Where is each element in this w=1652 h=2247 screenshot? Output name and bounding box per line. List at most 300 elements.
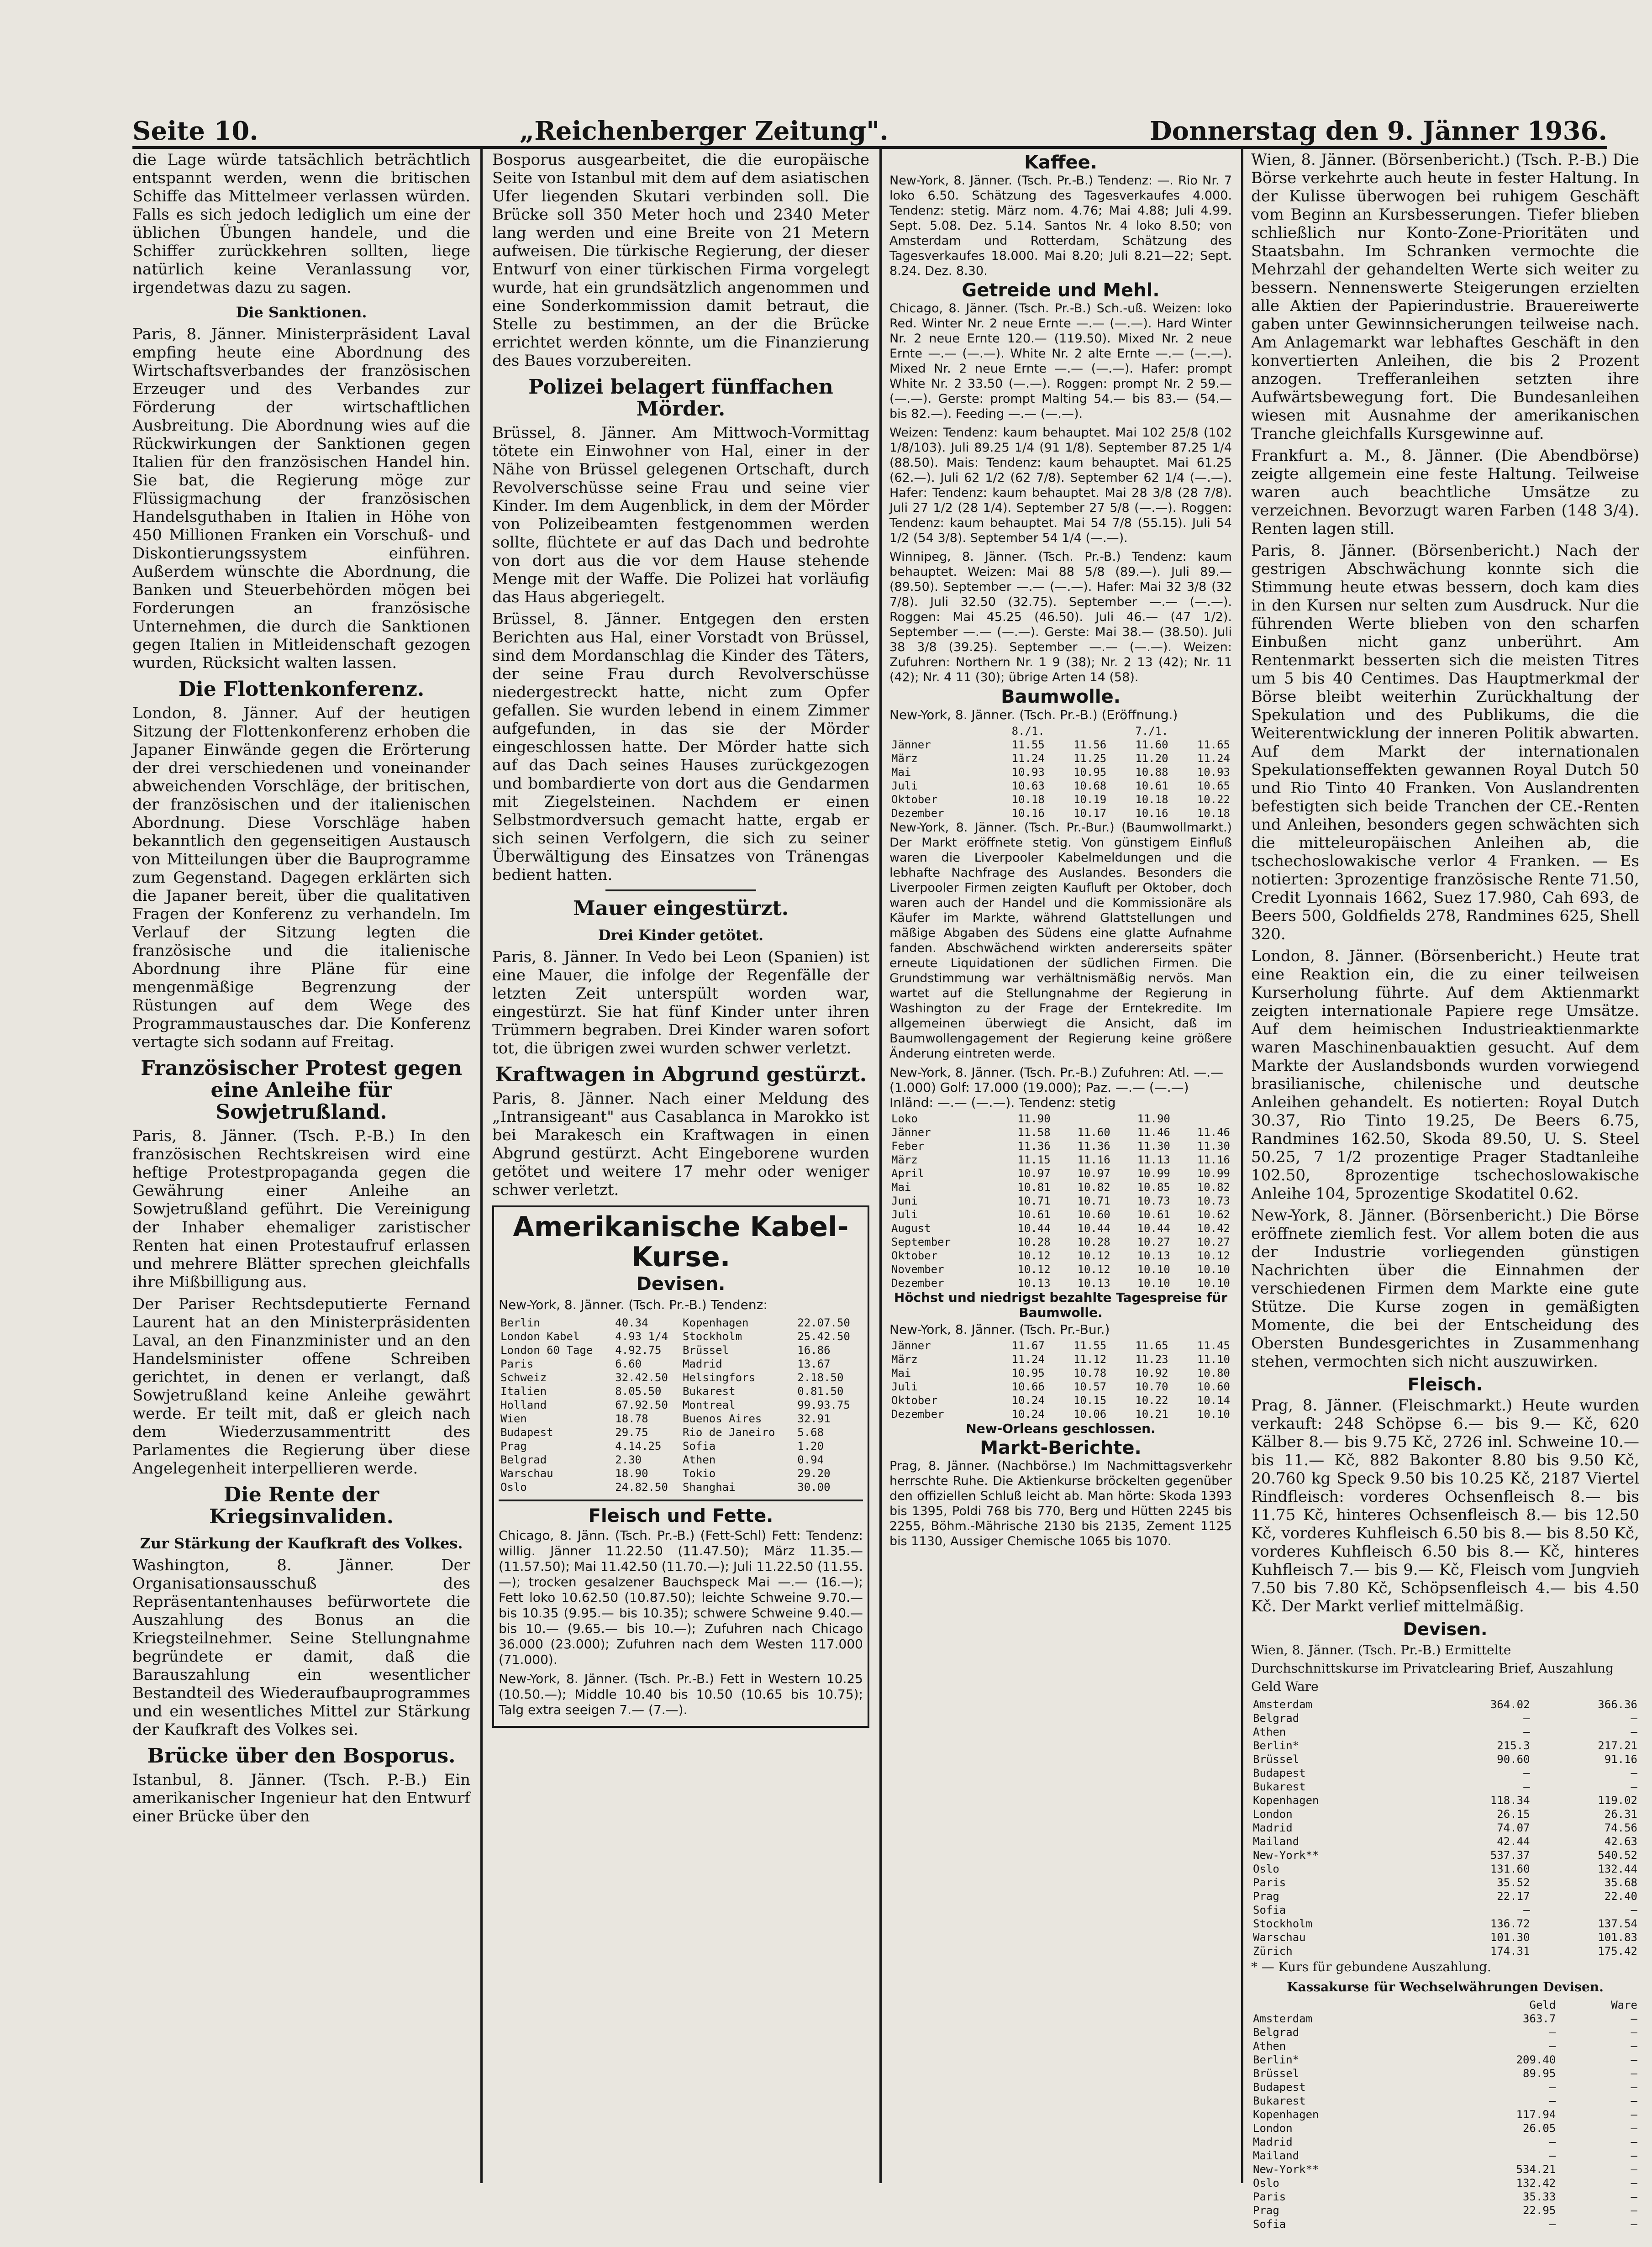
table-cell: — — [1523, 1780, 1530, 1793]
table-cell: Italien — [500, 1385, 547, 1398]
table-cell: 215.3 — [1497, 1739, 1530, 1752]
table-cell: — — [1631, 2040, 1637, 2052]
table-cell: 0.81.50 — [797, 1385, 844, 1398]
table-cell: 11.23 — [1135, 1353, 1168, 1366]
table-cell: 10.85 — [1137, 1181, 1170, 1194]
table-row — [499, 1316, 863, 1330]
table-row — [889, 1126, 1232, 1139]
article-heading: Die Sanktionen. — [236, 304, 367, 321]
table-cell: — — [1631, 2067, 1637, 2080]
page-header — [132, 91, 1607, 149]
table-row — [889, 793, 1232, 806]
article-heading: Brücke über den Bosporus. — [147, 1744, 456, 1768]
market-text: Chicago, 8. Jänner. (Tsch. Pr.-B.) Sch.-uß. Weizen: loko Red. Winter Nr. 2 neue Ernte —.— (—.—). Hard Winter Nr. 2 neue Ernte 120.— (119.50). Mixed Nr. 2 neue Ernte —.— (—.—). White Nr. 2 alte Ernte —.— (—.—). Mixed Nr. 2 neue Ernte —.— (—.—). Hafer: prompt White Nr. 2 33.50 (—.—). Roggen: prompt Nr. 2 59.— (—.—). Gerste: prompt Malting 54.— bis 83.— (54.— bis 82.—). Feeding —.— (—.—). — [889, 301, 1232, 421]
table-cell: Belgrad — [500, 1453, 547, 1466]
article-heading: Mauer eingestürzt. — [573, 897, 789, 920]
table-row — [499, 1453, 863, 1467]
table-cell: Belgrad — [1253, 2026, 1300, 2039]
table-cell: — — [1631, 2177, 1637, 2189]
table-cell: 67.92.50 — [615, 1399, 668, 1411]
table-cell: Jänner — [891, 1126, 931, 1139]
table-cell: 10.27 — [1197, 1236, 1230, 1248]
table-cell: 10.60 — [1197, 1380, 1230, 1393]
table-cell: 11.25 — [1073, 752, 1107, 765]
cotton-intro: New-York, 8. Jänner. (Tsch. Pr.-B.) Zufuhren: Atl. —.— (1.000) Golf: 17.000 (19.000); Paz. —.— (—.—) Inländ: —.— (—.—). Tendenz: stetig — [889, 1065, 1224, 1110]
table-cell: 26.15 — [1497, 1808, 1530, 1821]
table-cell: 11.55 — [1073, 1339, 1107, 1352]
table-cell: 25.42.50 — [797, 1330, 850, 1343]
market-text: New-York, 8. Jänner. (Börsenbericht.) Die Börse eröffnete ziemlich fest. Vor allem boten die aus der Industrie vorliegenden günstigen Nachrichten über die Einnahmen der verschiedenen Firmen dem Markte eine gute Stütze. Die Kurse zogen in gemäßigten Momente, die bei der Entscheidung des Obersten Bundesgerichtes in Zusammenhang stehen, vermochten sich nicht auszuwirken. — [1251, 1206, 1639, 1371]
table-cell: Kopenhagen — [1253, 2108, 1319, 2121]
table-row — [1251, 2067, 1639, 2080]
table-cell: Dezember — [891, 1277, 944, 1289]
table-header-cell — [1251, 1998, 1440, 2012]
devisen-table — [499, 1316, 863, 1494]
table-row — [889, 1180, 1232, 1194]
table-row — [889, 1249, 1232, 1263]
table-cell: 5.68 — [797, 1426, 824, 1439]
table-row — [1251, 2149, 1639, 2163]
article-subheading: Zur Stärkung der Kaufkraft des Volkes. — [140, 1535, 463, 1552]
table-cell: 10.44 — [1077, 1222, 1110, 1235]
table-row — [889, 1167, 1232, 1180]
table-cell: Oslo — [1253, 2177, 1279, 2189]
table-cell: 10.21 — [1135, 1408, 1168, 1421]
table-cell: Brüssel — [1253, 1753, 1300, 1766]
table-row — [889, 1352, 1232, 1366]
table-cell: Oktober — [891, 1249, 938, 1262]
table-cell: Dezember — [891, 1408, 944, 1421]
table-cell: 10.99 — [1137, 1167, 1170, 1180]
article-text: New-York, 8. Jänner. (Tsch. Pr.-B.) Fett in Western 10.25 (10.50.—); Middle 10.40 bis 10.50 (10.65 bis 10.75); Talg extra seeigen 7.— (7.—). — [499, 1671, 863, 1717]
table-cell: — — [1549, 2218, 1556, 2231]
table-cell: 101.83 — [1598, 1931, 1637, 1944]
section-heading: Devisen. — [1403, 1619, 1488, 1639]
table-cell: 11.67 — [1011, 1339, 1045, 1352]
column-3 — [889, 151, 1232, 2183]
table-cell: Warschau — [1253, 1931, 1306, 1944]
table-cell: Buenos Aires — [682, 1412, 762, 1425]
table-row — [1251, 1944, 1639, 1958]
table-cell: 364.02 — [1490, 1698, 1530, 1711]
market-text: Frankfurt a. M., 8. Jänner. (Die Abendbörse) zeigte allgemein eine feste Haltung. Teilweise waren auch beachtliche Umsätze zu verzeichnen. Bevorzugt waren Farben (148 3/4). Renten lagen still. — [1251, 447, 1639, 538]
table-header-cell — [1170, 724, 1232, 738]
table-cell: 11.46 — [1137, 1126, 1170, 1139]
article-text: Bosporus ausgearbeitet, die die europäische Seite von Istanbul mit dem auf dem asiatischen Ufer liegenden Skutari verbinden soll. Die Brücke soll 350 Meter hoch und 2340 Meter lang werden und eine Breite von 21 Metern aufweisen. Die türkische Regierung, der dieser Entwurf von einer türkischen Firma vorgelegt wurde, hat ein grundsätzlich angenommen und eine Sonderkommission damit betraut, die Stelle zu bestimmen, an der die Brücke errichtet werden könnte, um die Finanzierung des Baues vorzubereiten. — [492, 151, 869, 370]
cotton-intro: New-York, 8. Jänner. (Tsch. Pr.-B.) (Eröffnung.) — [889, 707, 1178, 722]
table-cell: Kopenhagen — [1253, 1794, 1319, 1807]
table-cell: — — [1631, 2108, 1637, 2121]
table-cell: Bukarest — [1253, 1780, 1306, 1793]
table-cell: 10.24 — [1011, 1394, 1045, 1407]
table-cell: 11.20 — [1135, 752, 1168, 765]
table-row — [499, 1343, 863, 1357]
table-cell: 8.05.50 — [615, 1385, 662, 1398]
table-row — [1251, 2176, 1639, 2190]
table-row — [889, 1194, 1232, 1208]
table-cell: 10.10 — [1197, 1263, 1230, 1276]
table-cell: — — [1631, 1712, 1637, 1725]
table-row — [1251, 1889, 1639, 1903]
table-cell: Dezember — [891, 807, 944, 820]
cotton-highlow-title: Höchst und niedrigst bezahlte Tagespreise für Baumwolle. — [894, 1290, 1228, 1320]
table-cell: 10.44 — [1137, 1222, 1170, 1235]
table-row — [499, 1371, 863, 1384]
table-row — [1251, 2190, 1639, 2204]
table-row — [889, 765, 1232, 779]
table-row — [889, 1139, 1232, 1153]
table-cell: Madrid — [1253, 1821, 1293, 1834]
column-rule — [879, 146, 882, 2183]
column-4 — [1251, 151, 1639, 2231]
table-row — [1251, 1752, 1639, 1766]
table-cell: 131.60 — [1490, 1863, 1530, 1875]
table-cell: 22.17 — [1497, 1890, 1530, 1903]
masthead: „Reichenberger Zeitung". — [520, 116, 889, 146]
table-cell: 10.63 — [1011, 779, 1045, 792]
table-cell: 10.92 — [1135, 1367, 1168, 1379]
table-cell: 10.13 — [1017, 1277, 1051, 1289]
table-cell: 10.14 — [1197, 1394, 1230, 1407]
table-cell: — — [1631, 2149, 1637, 2162]
table-row — [889, 1263, 1232, 1276]
table-cell: Stockholm — [1253, 1917, 1313, 1930]
table-cell: 22.95 — [1523, 2204, 1556, 2217]
table-cell: 90.60 — [1497, 1753, 1530, 1766]
table-cell: 11.56 — [1073, 738, 1107, 751]
table-cell: 22.07.50 — [797, 1316, 850, 1329]
table-cell: 29.20 — [797, 1467, 831, 1480]
table-cell: Paris — [1253, 1876, 1286, 1889]
table-cell: 10.13 — [1077, 1277, 1110, 1289]
table-cell: — — [1631, 2081, 1637, 2094]
table-cell: 10.24 — [1011, 1408, 1045, 1421]
table-cell: Rio de Janeiro — [682, 1426, 775, 1439]
article-heading: Französischer Protest gegen eine Anleihe für Sowjetrußland. — [141, 1057, 462, 1124]
table-cell: 10.71 — [1077, 1195, 1110, 1207]
table-cell: 74.07 — [1497, 1821, 1530, 1834]
table-cell: Budapest — [1253, 1767, 1306, 1779]
table-cell: 10.78 — [1073, 1367, 1107, 1379]
table-cell: 10.18 — [1011, 793, 1045, 806]
table-cell: 11.60 — [1135, 738, 1168, 751]
separator — [605, 889, 756, 891]
table-cell: 26.05 — [1523, 2122, 1556, 2135]
table-cell: Shanghai — [682, 1481, 736, 1494]
table-cell: 10.95 — [1011, 1367, 1045, 1379]
article-text: Chicago, 8. Jänn. (Tsch. Pr.-B.) (Fett-Schl) Fett: Tendenz: willig. Jänner 11.22.50 (11.47.50); März 11.35.— (11.57.50); Mai 11.42.50 (11.70.—); Juli 11.22.50 (11.55.—); trocken gesalzener Bauchspeck Mai —.— (16.—); Fett loko 10.62.50 (10.87.50); leichte Schweine 9.70.— bis 10.35 (9.95.— bis 10.35); schwere Schweine 9.40.— bis 10.— (9.65.— bis 10.—); Zufuhren nach Chicago 36.000 (23.000); Zufuhren nach dem Westen 117.000 (71.000). — [499, 1528, 863, 1667]
table-cell: Mai — [891, 766, 911, 779]
section-heading: Kaffee. — [1024, 152, 1097, 173]
table-row — [1251, 1917, 1639, 1931]
section-heading: Markt-Berichte. — [980, 1437, 1142, 1458]
table-cell: 10.61 — [1135, 779, 1168, 792]
section-heading: Baumwolle. — [1001, 686, 1121, 707]
table-cell: 16.86 — [797, 1344, 831, 1357]
table-cell: 1.20 — [797, 1440, 824, 1452]
table-cell: Bukarest — [682, 1385, 736, 1398]
table-cell: 10.16 — [1135, 807, 1168, 820]
table-cell: August — [891, 1222, 931, 1235]
table-cell: 10.44 — [1017, 1222, 1051, 1235]
table-cell: — — [1549, 2026, 1556, 2039]
table-cell: — — [1631, 2190, 1637, 2203]
table-header-cell — [889, 724, 984, 738]
table-cell: 10.12 — [1077, 1263, 1110, 1276]
table-cell: 35.52 — [1497, 1876, 1530, 1889]
table-row — [499, 1467, 863, 1480]
table-cell: 217.21 — [1598, 1739, 1637, 1752]
table-cell: London — [1253, 2122, 1293, 2135]
table-row — [499, 1426, 863, 1439]
table-cell: 10.16 — [1011, 807, 1045, 820]
cotton-opening-table — [889, 724, 1232, 820]
table-cell: 11.45 — [1197, 1339, 1230, 1352]
table-cell: Sofia — [1253, 1904, 1286, 1916]
table-row — [889, 1380, 1232, 1394]
table-cell: Oktober — [891, 1394, 938, 1407]
table-cell: Athen — [1253, 1726, 1286, 1738]
table-cell: 11.36 — [1017, 1140, 1051, 1152]
table-cell: 11.13 — [1137, 1153, 1170, 1166]
table-cell: 11.15 — [1017, 1153, 1051, 1166]
section-heading: Fleisch. — [1407, 1374, 1483, 1395]
table-cell: 10.12 — [1017, 1263, 1051, 1276]
table-cell: 11.36 — [1077, 1140, 1110, 1152]
table-cell: 10.42 — [1197, 1222, 1230, 1235]
table-cell: 534.21 — [1516, 2163, 1556, 2176]
table-cell: Amsterdam — [1253, 1698, 1313, 1711]
table-cell: 99.93.75 — [797, 1399, 850, 1411]
table-cell: 6.60 — [615, 1358, 642, 1370]
table-cell: 540.52 — [1598, 1849, 1637, 1862]
table-cell: 10.12 — [1077, 1249, 1110, 1262]
article-text: London, 8. Jänner. Auf der heutigen Sitzung der Flottenkonferenz erhoben die Japaner Einwände gegen die Erörterung der drei verschiedenen und voneinander abweichenden Vorschläge, der britischen, der französischen und der italienischen Abordnung. Diese Vorschläge haben bekanntlich den gegenseitigen Austausch von Mitteilungen über die Bauprogramme zum Gegenstand. Dagegen erklärten sich die Japaner bereit, über die qualitativen Fragen der Konferenz zu verhandeln. Im Verlauf der Sitzung legten die französische und die italienische Abordnung ihre Pläne für eine mengenmäßige Begrenzung der Rüstungen auf dem Wege des Programmaustausches dar. Die Konferenz vertagte sich sodann auf Freitag. — [132, 704, 470, 1051]
table-cell: 10.88 — [1135, 766, 1168, 779]
market-text: Wien, 8. Jänner. (Börsenbericht.) (Tsch. P.-B.) Die Börse verkehrte auch heute in fester Haltung. In der Kulisse überwogen bei ruhigem Geschäft vom Beginn an Kursbesserungen. Tiefer blieben schließlich nur Konto-Zone-Prioritäten und Staatsbahn. Im Schranken vermochte die Mehrzahl der gehandelten Werte sich weiter zu bessern. Nennenswerte Steigerungen erzielten alle Aktien der Papierindustrie. Brauereiwerte gaben unter Gewinnsicherungen teilweise nach. Am Anlagemarkt war lebhaftes Geschäft in den konvertierten Anleihen, die bis 2 Prozent anzogen. Trefferanleihen setzten ihre Aufwärtsbewegung fort. Die Bundesanleihen wiesen mit Ausnahme der amerikanischen Tranche gleichfalls Kursgewinne auf. — [1251, 151, 1639, 443]
article-text: Paris, 8. Jänner. (Tsch. P.-B.) In den französischen Rechtskreisen wird eine heftige Protestpropaganda gegen die Gewährung einer Anleihe an Sowjetrußland geführt. Die Vereinigung der Inhaber ehemaliger zaristischer Renten hat einen Protestaufruf erlassen und mehrere Blätter sprechen gleichfalls ihre Mißbilligung aus. — [132, 1127, 470, 1291]
table-cell: — — [1631, 2122, 1637, 2135]
table-row — [1251, 1821, 1639, 1835]
table-cell: November — [891, 1263, 944, 1276]
table-cell: Amsterdam — [1253, 2012, 1313, 2025]
table-cell: 74.56 — [1604, 1821, 1637, 1834]
table-cell: 366.36 — [1598, 1698, 1637, 1711]
table-cell: 26.31 — [1604, 1808, 1637, 1821]
table-row — [1251, 1807, 1639, 1821]
table-cell: 10.95 — [1073, 766, 1107, 779]
table-cell: Prag — [1253, 1890, 1279, 1903]
table-cell: Kopenhagen — [682, 1316, 749, 1329]
kassa-heading: Kassakurse für Wechselwährungen Devisen. — [1287, 1979, 1604, 1994]
column-rule — [480, 146, 483, 2183]
table-cell: 10.27 — [1137, 1236, 1170, 1248]
table-cell: Madrid — [682, 1358, 722, 1370]
table-cell: Loko — [891, 1112, 918, 1125]
table-row — [499, 1398, 863, 1412]
article-subheading: Drei Kinder getötet. — [598, 926, 764, 944]
market-text: New-York, 8. Jänner. (Tsch. Pr.-Bur.) (Baumwollmarkt.) Der Markt eröffnete stetig. Von günstigem Einfluß waren die Liverpooler Kabelmeldungen und die lebhafte Nachfrage des Auslandes. Besonders die Liverpooler Firmen zeigten Kaufluft per Oktober, doch waren auch der Handel und die Kommissionäre als Käufer im Markte, während Glattstellungen und mäßige Abgaben des Südens eine glatte Aufnahme fanden. Abschwächend wirkten andererseits später erneute Liquidationen der südlichen Firmen. Die Grundstimmung war verhältnismäßig nervös. Man wartet auf die Stellungnahme der Regierung in Washington zu der Frage der Erntekredite. Im allgemeinen überwiegt die Ansicht, daß im Baumwollengagement der Regierung keine größere Änderung eintreten werde. — [889, 821, 1232, 1061]
table-cell: März — [891, 1153, 918, 1166]
table-row — [1251, 2204, 1639, 2217]
table-cell: Belgrad — [1253, 1712, 1300, 1725]
table-header-cell — [1047, 724, 1108, 738]
table-cell: 10.99 — [1197, 1167, 1230, 1180]
table-row — [1251, 2135, 1639, 2149]
table-cell: Brüssel — [1253, 2067, 1300, 2080]
table-cell: Athen — [1253, 2040, 1286, 2052]
table-row — [1251, 1848, 1639, 1862]
table-cell: 137.54 — [1598, 1917, 1637, 1930]
market-text: Winnipeg, 8. Jänner. (Tsch. Pr.-B.) Tendenz: kaum behauptet. Weizen: Mai 88 5/8 (89.—). Juli 89.— (89.50). September —.— (—.—). Hafer: Mai 32 3/8 (32 7/8). Juli 32.50 (32.75). September —.— (—.—). Roggen: Mai 45.25 (46.50). Juli 46.— (47 1/2). September —.— (—.—). Gerste: Mai 38.— (38.50). Juli 38 3/8 (39.25). September —.— (—.—). Weizen: Zufuhren: Northern Nr. 1 9 (38); Nr. 2 13 (42); Nr. 11 (42); Nr. 4 11 (30); übrige Arten 14 (58). — [889, 550, 1232, 684]
table-cell: 11.58 — [1017, 1126, 1051, 1139]
table-cell: Mai — [891, 1367, 911, 1379]
table-cell: Bukarest — [1253, 2094, 1306, 2107]
table-cell: 209.40 — [1516, 2053, 1556, 2066]
table-row — [1251, 2217, 1639, 2231]
article-heading: Die Rente der Kriegsinvaliden. — [209, 1483, 394, 1528]
market-text: Prag, 8. Jänner. (Nachbörse.) Im Nachmittagsverkehr herrschte Ruhe. Die Aktienkurse bröckelten gegenüber den offiziellen Schluß leicht ab. Man hörte: Skoda 1393 bis 1395, Poldi 768 bis 770, Berg und Hütten 2245 bis 2255, Böhm.-Mährische 2130 bis 2135, Zement 1125 bis 1130, Aussiger Chemische 1065 bis 1070. — [889, 1459, 1232, 1548]
table-row — [889, 752, 1232, 765]
neworleans-note: New-Orleans geschlossen. — [966, 1421, 1156, 1436]
table-row — [1251, 1876, 1639, 1889]
table-cell: — — [1549, 2149, 1556, 2162]
table-cell: Mailand — [1253, 2149, 1300, 2162]
table-row — [499, 1412, 863, 1426]
market-text: New-York, 8. Jänner. (Tsch. Pr.-B.) Tendenz: —. Rio Nr. 7 loko 6.50. Schätzung des Tagesverkaufes 4.000. Tendenz: stetig. März nom. 4.76; Mai 4.88; Juli 4.99. Sept. 5.08. Dez. 5.14. Santos Nr. 4 loko 8.50; von Amsterdam und Rotterdam, Schätzung des Tagesverkaufes 18.000. Mai 8.20; Juli 8.21—22; Sept. 8.24. Dez. 8.30. — [889, 174, 1232, 278]
market-text: Paris, 8. Jänner. (Börsenbericht.) Nach der gestrigen Abschwächung konnte sich die Stimmung heute etwas bessern, doch kam dies in den Kursen nur selten zum Ausdruck. Nur die führenden Werte blieben von den scharfen Einbußen nicht ganz unberührt. Am Rentenmarkt besserten sich die meisten Titres um 5 bis 40 Centimes. Das Hauptmerkmal der Börse bleibt weiterhin Zurückhaltung der Spekulation und des Publikums, die die Weiterentwicklung der inneren Politik abwarten. Auf dem Markt der internationalen Spekulationseffekten gewannen Royal Dutch 50 und Rio Tinto 40 Franken. Von Auslandrenten befestigten sich beide Tranchen der CE.-Renten und Anleihen, besonders gegen schwächten sich die mitteleuropäischen Anleihen ab, die tschechoslowakische verlor 4 Franken. — Es notierten: 3prozentige französische Rente 71.50, Credit Lyonnais 1662, Suez 17.980, Cah 693, de Beers 500, Goldfields 278, Randmines 625, Shell 320. — [1251, 542, 1639, 943]
table-cell: 11.24 — [1197, 752, 1230, 765]
table-cell: Juli — [891, 1208, 918, 1221]
market-text: Prag, 8. Jänner. (Fleischmarkt.) Heute wurden verkauft: 248 Schöpse 6.— bis 9.— Kč, 620 Kälber 8.— bis 9.75 Kč, 2726 inl. Schweine 10.— bis 11.— Kč, 882 Bakonter 8.80 bis 9.50 Kč, 20.760 kg Speck 9.50 bis 10.25 Kč, 2187 Viertel Rindfleisch: vorderes Ochsenfleisch 8.— bis 11.75 Kč, hinteres Ochsenfleisch 8.— bis 12.50 Kč, vorderes Kuhfleisch 6.50 bis 8.— bis 8.50 Kč, vorderes Kuhfleisch 6.50 bis 8.— Kč, hinteres Kuhfleisch 7.— bis 9.— Kč, Fleisch vom Jungvieh 7.50 bis 7.80 Kč, Schöpsenfleisch 4.— bis 4.50 Kč. Der Markt verlief mittelmäßig. — [1251, 1396, 1639, 1616]
table-cell: Juni — [891, 1195, 918, 1207]
column-2 — [492, 151, 869, 2183]
table-row — [1251, 1780, 1639, 1794]
table-cell: Wien — [500, 1412, 527, 1425]
table-cell: 32.91 — [797, 1412, 831, 1425]
table-cell: März — [891, 752, 918, 765]
table-row — [889, 1112, 1232, 1126]
vienna-devisen-table — [1251, 1698, 1639, 1958]
table-cell: Berlin* — [1253, 1739, 1300, 1752]
fleisch-fette-heading: Fleisch und Fette. — [588, 1505, 773, 1526]
table-cell: — — [1523, 1726, 1530, 1738]
table-cell: Sofia — [1253, 2218, 1286, 2231]
article-text: Brüssel, 8. Jänner. Am Mittwoch-Vormittag tötete ein Einwohner von Hal, einer in der Nähe von Brüssel gelegenen Ortschaft, durch Revolverschüsse seine Frau und seine vier Kinder. Im dem Augenblick, in dem der Mörder von Polizeibeamten festgenommen werden sollte, flüchtete er auf das Dach und bedrohte von dort aus die vor dem Hause stehende Menge mit der Waffe. Die Polizei hat vorläufig das Haus abgeriegelt. — [492, 424, 869, 606]
table-cell: 10.60 — [1077, 1208, 1110, 1221]
table-cell: 11.30 — [1137, 1140, 1170, 1152]
table-cell: Prag — [500, 1440, 527, 1452]
table-cell: 10.10 — [1197, 1408, 1230, 1421]
table-cell: Jänner — [891, 1339, 931, 1352]
table-cell: 11.90 — [1017, 1112, 1051, 1125]
article-text: Paris, 8. Jänner. Ministerpräsident Laval empfing heute eine Abordnung des Wirtschaftsverbandes der französischen Erzeuger und des Verbandes zur Förderung der wirtschaftlichen Ausbreitung. Die Abordnung wies auf die Rückwirkungen der Sanktionen gegen Italien für den französischen Handel hin. Sie bat, die Regierung möge zur Flüssigmachung der französischen Handelsguthaben in Italien in Höhe von 450 Millionen Franken ein Vorschuß- und Diskontierungssystem einführen. Außerdem wünschte die Abordnung, die Banken und Steuerbehörden mögen bei Forderungen an französische Unternehmen, die durch die Sanktionen gegen Italien in Mitleidenschaft gezogen wurden, Rücksicht walten lassen. — [132, 325, 470, 672]
table-cell: Madrid — [1253, 2136, 1293, 2148]
table-cell: 132.44 — [1598, 1863, 1637, 1875]
table-header-cell: Geld — [1529, 1999, 1556, 2011]
table-cell: — — [1549, 2094, 1556, 2107]
table-cell: — — [1631, 2094, 1637, 2107]
table-row — [499, 1480, 863, 1494]
table-cell: London Kabel — [500, 1330, 580, 1343]
table-cell: 42.63 — [1604, 1835, 1637, 1848]
table-cell: 89.95 — [1523, 2067, 1556, 2080]
article-heading: Polizei belagert fünffachen Mörder. — [528, 375, 833, 421]
table-cell: Helsingfors — [682, 1371, 755, 1384]
article-text: die Lage würde tatsächlich beträchtlich entspannt werden, wenn die britischen Schiffe das Mittelmeer verlassen würden. Falls es sich jedoch lediglich um eine der üblichen Übungen handele, und die Schiffer zurückkehren sollten, liege natürlich keine Veranlassung vor, irgendetwas dazu zu sagen. — [132, 151, 470, 297]
table-cell: 11.16 — [1197, 1153, 1230, 1166]
table-cell: 10.18 — [1197, 807, 1230, 820]
article-text: Der Pariser Rechtsdeputierte Fernand Laurent hat an den Ministerpräsidenten Laval, an den Finanzminister und an den Handelsminister offene Schreiben gerichtet, in denen er verlangt, daß Sowjetrußland keine Anleihe gewährt werde. Er teilt mit, daß er gleich nach dem Wiederzusammentritt des Parlamentes die Regierung über diese Angelegenheit interpellieren werde. — [132, 1295, 470, 1478]
table-cell: 10.82 — [1197, 1181, 1230, 1194]
table-cell: 11.16 — [1077, 1153, 1110, 1166]
table-row — [499, 1357, 863, 1371]
article-text: Istanbul, 8. Jänner. (Tsch. P.-B.) Ein amerikanischer Ingenieur hat den Entwurf einer Brücke über den — [132, 1771, 470, 1826]
table-cell: 10.71 — [1017, 1195, 1051, 1207]
table-cell: London — [1253, 1808, 1293, 1821]
table-cell: 13.67 — [797, 1358, 831, 1370]
table-cell: Prag — [1253, 2204, 1279, 2217]
table-cell: — — [1631, 2218, 1637, 2231]
table-cell: Juli — [891, 1380, 918, 1393]
table-cell: — — [1631, 2012, 1637, 2025]
table-row — [889, 1394, 1232, 1407]
table-cell: 10.17 — [1073, 807, 1107, 820]
table-cell: Juli — [891, 779, 918, 792]
table-cell: Mailand — [1253, 1835, 1300, 1848]
table-cell: 10.19 — [1073, 793, 1107, 806]
table-row — [889, 779, 1232, 793]
table-cell: April — [891, 1167, 925, 1180]
kassa-table — [1251, 1998, 1639, 2231]
table-cell: — — [1631, 2163, 1637, 2176]
table-cell: 10.10 — [1137, 1263, 1170, 1276]
table-cell: 2.18.50 — [797, 1371, 844, 1384]
table-row — [1251, 2121, 1639, 2135]
table-cell: 4.92.75 — [615, 1344, 662, 1357]
table-cell: 11.65 — [1135, 1339, 1168, 1352]
table-header-cell: 7./1. — [1135, 725, 1168, 737]
table-cell: 35.68 — [1604, 1876, 1637, 1889]
table-cell: — — [1523, 1712, 1530, 1725]
devisen-heading: Devisen. — [636, 1273, 726, 1295]
article-text: Paris, 8. Jänner. Nach einer Meldung des „Intransigeant" aus Casablanca in Marokko ist bei Marakesch ein Kraftwagen in einen Abgrund gestürzt. Acht Eingeborene wurden getötet und weitere 17 mehr oder weniger schwer verletzt. — [492, 1089, 869, 1199]
table-row — [1251, 2094, 1639, 2108]
table-cell: 537.37 — [1490, 1849, 1530, 1862]
table-cell: Montreal — [682, 1399, 736, 1411]
table-cell: — — [1549, 2081, 1556, 2094]
table-row — [889, 1276, 1232, 1290]
table-cell: Oslo — [500, 1481, 527, 1494]
section-heading: Getreide und Mehl. — [962, 280, 1160, 301]
table-cell: 11.30 — [1197, 1140, 1230, 1152]
cotton-intro: New-York, 8. Jänner. (Tsch. Pr.-Bur.) — [889, 1322, 1110, 1337]
table-cell: Paris — [1253, 2190, 1286, 2203]
table-cell: 10.93 — [1011, 766, 1045, 779]
table-row — [1251, 1931, 1639, 1944]
cotton-close-table — [889, 1112, 1232, 1290]
table-cell: 10.66 — [1011, 1380, 1045, 1393]
table-cell: 42.44 — [1497, 1835, 1530, 1848]
table-cell: 10.12 — [1017, 1249, 1051, 1262]
issue-date: Donnerstag den 9. Jänner 1936. — [1150, 116, 1607, 146]
table-row — [889, 1235, 1232, 1249]
table-cell: 10.10 — [1137, 1277, 1170, 1289]
table-cell: Paris — [500, 1358, 534, 1370]
table-cell: 10.97 — [1017, 1167, 1051, 1180]
market-text: London, 8. Jänner. (Börsenbericht.) Heute trat eine Reaktion ein, die zu einer teilweisen Kurserholung führte. Auf dem Aktienmarkt zeigten internationale Papiere rege Umsätze. Auf dem heimischen Industrieaktienmarkte waren Maschinenbauaktien gesucht. Auf dem Markte der Auslandsbonds wurden vorwiegend brasilianische, chilenische und deutsche Anleihen gehandelt. Es notierten: Royal Dutch 30.37, Rio Tinto 19.25, De Beers 6.75, Randmines 162.50, Skoda 89.50, U. S. Steel 50.25, 7 1/2 prozentige Prager Stadtanleihe 102.50, 8prozentige tschechoslowakische Anleihe 104, 5prozentige Skodatitel 0.62. — [1251, 947, 1639, 1203]
table-cell: 11.90 — [1137, 1112, 1170, 1125]
